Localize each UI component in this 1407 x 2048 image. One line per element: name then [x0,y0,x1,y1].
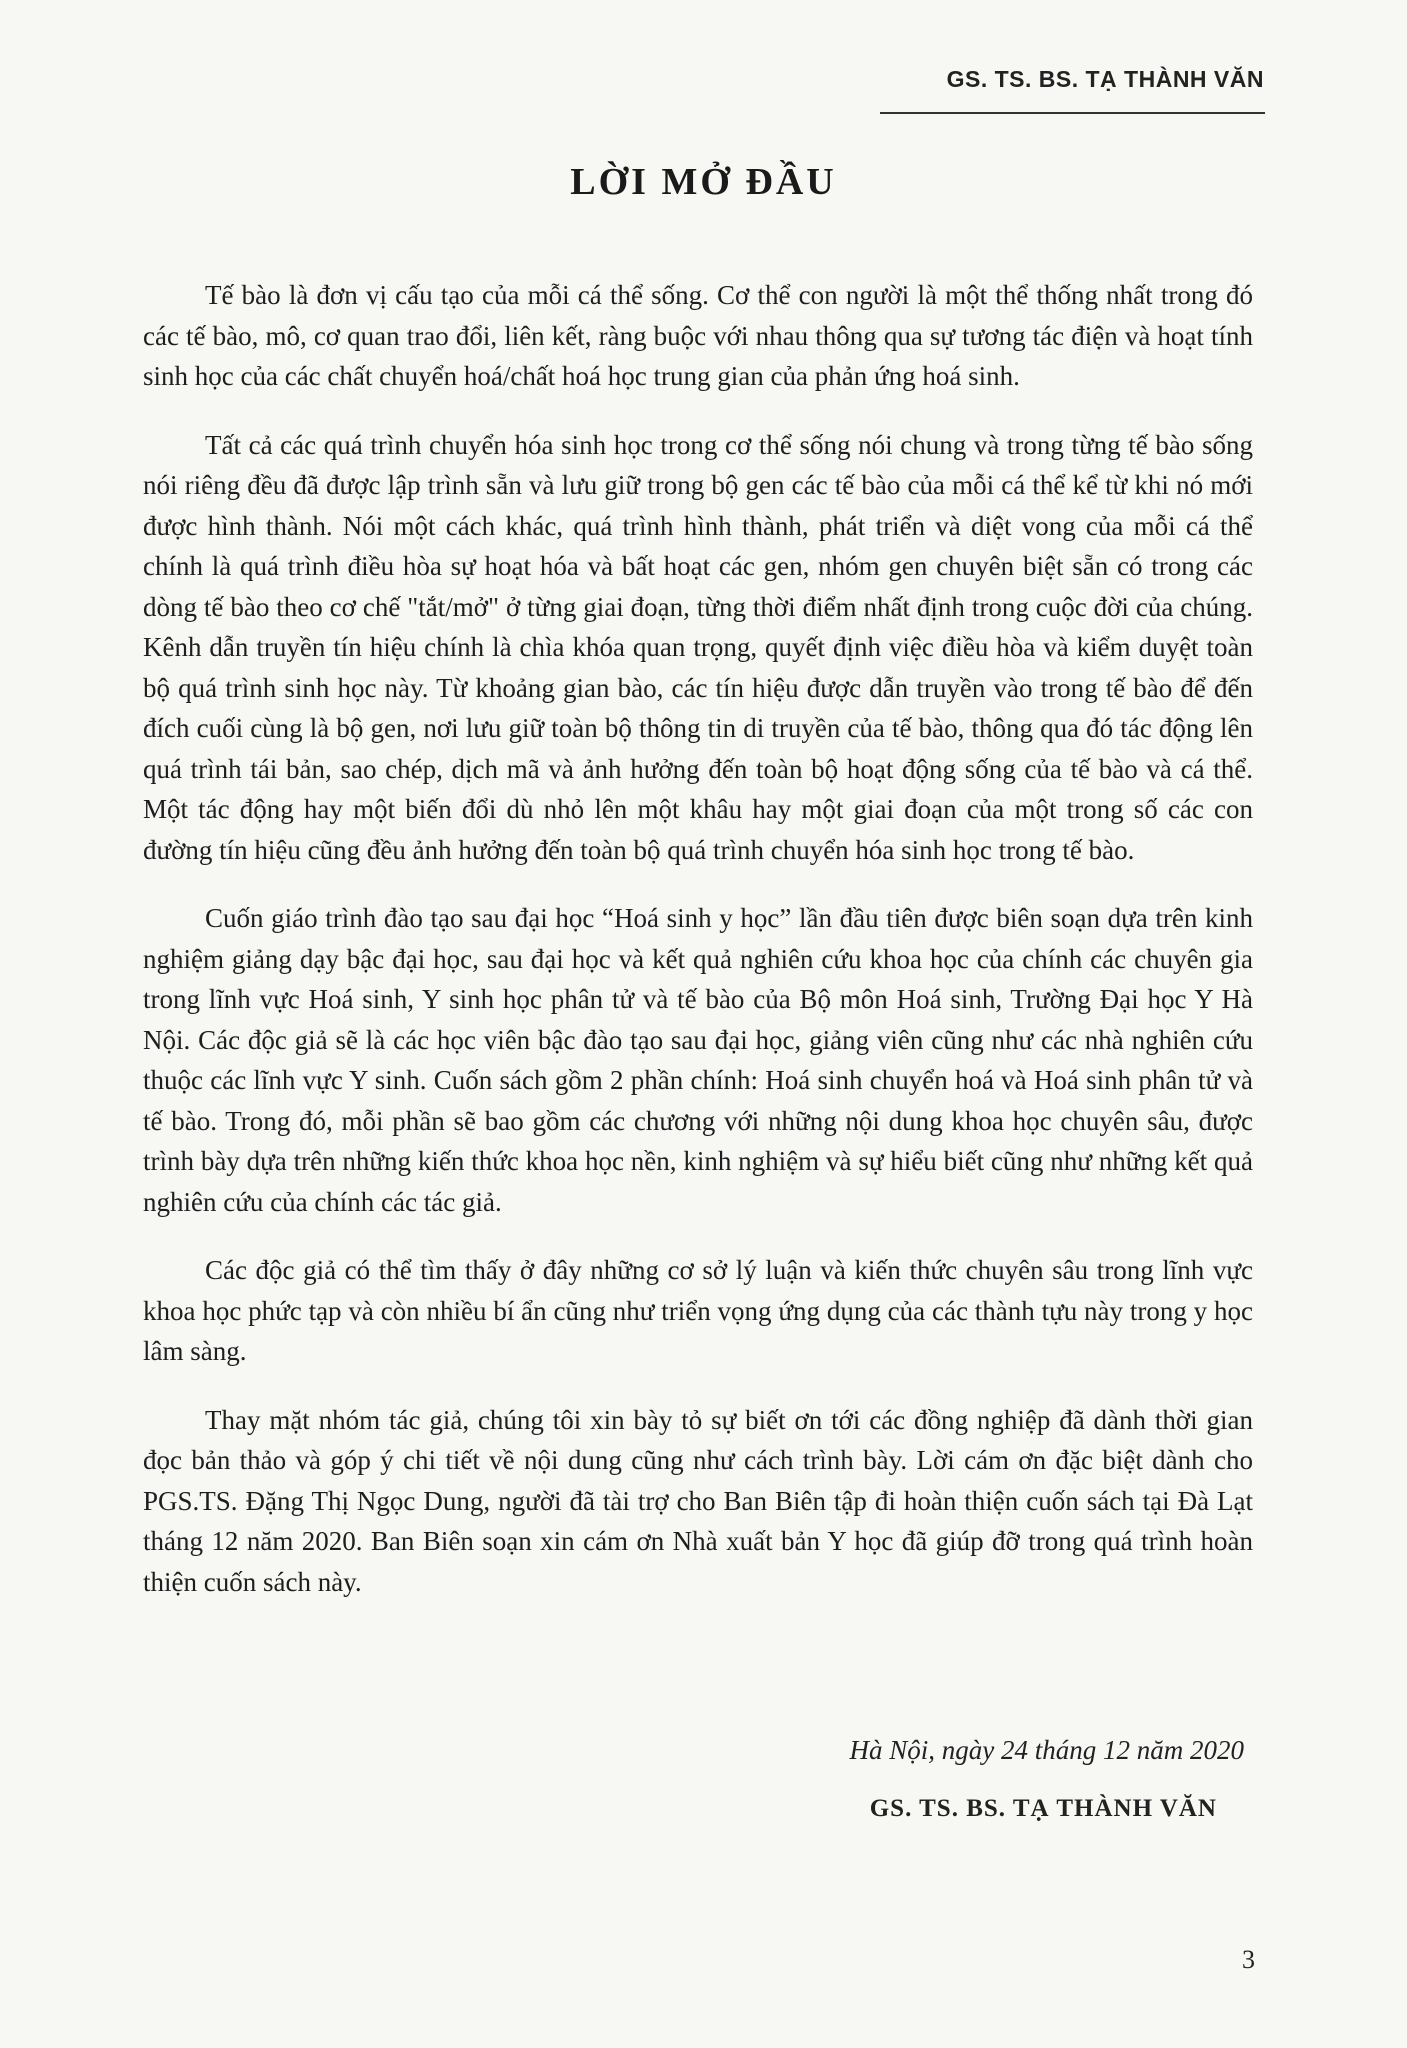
signature-place-date: Hà Nội, ngày 24 tháng 12 năm 2020 [849,1735,1244,1765]
paragraph-2: Tất cả các quá trình chuyển hóa sinh học trong cơ thể sống nói chung và trong từng tế bào sống nói riêng đều đã được lập trình sẵn và lưu giữ trong bộ gen các tế bào của mỗi cá thể kể từ khi nó mới được hình thành. Nói một cách khác, quá trình hình thành, phát triển và diệt vong của mỗi cá thể chính là quá trình điều hòa sự hoạt hóa và bất hoạt các gen, nhóm gen chuyên biệt sẵn có trong các dòng tế bào theo cơ chế "tắt/mở" ở từng giai đoạn, từng thời điểm nhất định trong cuộc đời của chúng. Kênh dẫn truyền tín hiệu chính là chìa khóa quan trọng, quyết định việc điều hòa và kiểm duyệt toàn bộ quá trình sinh học này. Từ khoảng gian bào, các tín hiệu được dẫn truyền vào trong tế bào để đến đích cuối cùng là bộ gen, nơi lưu giữ toàn bộ thông tin di truyền của tế bào, thông qua đó tác động lên quá trình tái bản, sao chép, dịch mã và ảnh hưởng đến toàn bộ hoạt động sống của tế bào và cá thể. Một tác động hay một biến đổi dù nhỏ lên một khâu hay một giai đoạn của một trong số các con đường tín hiệu cũng đều ảnh hưởng đến toàn bộ quá trình chuyển hóa sinh học trong tế bào. [143,429,1253,865]
paragraph-4: Các độc giả có thể tìm thấy ở đây những cơ sở lý luận và kiến thức chuyên sâu trong lĩnh vực khoa học phức tạp và còn nhiều bí ẩn cũng như triển vọng ứng dụng của các thành tựu này trong y học lâm sàng. [143,1255,1253,1366]
paragraph-1: Tế bào là đơn vị cấu tạo của mỗi cá thể sống. Cơ thể con người là một thể thống nhất trong đó các tế bào, mô, cơ quan trao đổi, liên kết, ràng buộc với nhau thông qua sự tương tác điện và hoạt tính sinh học của các chất chuyển hoá/chất hoá học trung gian của phản ứng hoá sinh. [143,280,1253,391]
page-number: 3 [1242,1945,1255,1974]
signature-name: GS. TS. BS. TẠ THÀNH VĂN [869,1795,1217,1822]
header-rule [880,112,1265,114]
page-title: LỜI MỞ ĐẦU [570,161,837,203]
body-text [143,275,1253,1630]
running-header-author: GS. TS. BS. TẠ THÀNH VĂN [946,66,1264,92]
paragraph-3: Cuốn giáo trình đào tạo sau đại học “Hoá sinh y học” lần đầu tiên được biên soạn dựa trên kinh nghiệm giảng dạy bậc đại học, sau đại học và kết quả nghiên cứu khoa học của chính các chuyên gia trong lĩnh vực Hoá sinh, Y sinh học phân tử và tế bào của Bộ môn Hoá sinh, Trường Đại học Y Hà Nội. Các độc giả sẽ là các học viên bậc đào tạo sau đại học, giảng viên cũng như các nhà nghiên cứu thuộc các lĩnh vực Y sinh. Cuốn sách gồm 2 phần chính: Hoá sinh chuyển hoá và Hoá sinh phân tử và tế bào. Trong đó, mỗi phần sẽ bao gồm các chương với những nội dung khoa học chuyên sâu, được trình bày dựa trên những kiến thức khoa học nền, kinh nghiệm và sự hiểu biết cũng như những kết quả nghiên cứu của chính các tác giả. [143,903,1253,1217]
paragraph-5: Thay mặt nhóm tác giả, chúng tôi xin bày tỏ sự biết ơn tới các đồng nghiệp đã dành thời gian đọc bản thảo và góp ý chi tiết về nội dung cũng như cách trình bày. Lời cám ơn đặc biệt dành cho PGS.TS. Đặng Thị Ngọc Dung, người đã tài trợ cho Ban Biên tập đi hoàn thiện cuốn sách tại Đà Lạt tháng 12 năm 2020. Ban Biên soạn xin cám ơn Nhà xuất bản Y học đã giúp đỡ trong quá trình hoàn thiện cuốn sách này. [143,1404,1253,1597]
